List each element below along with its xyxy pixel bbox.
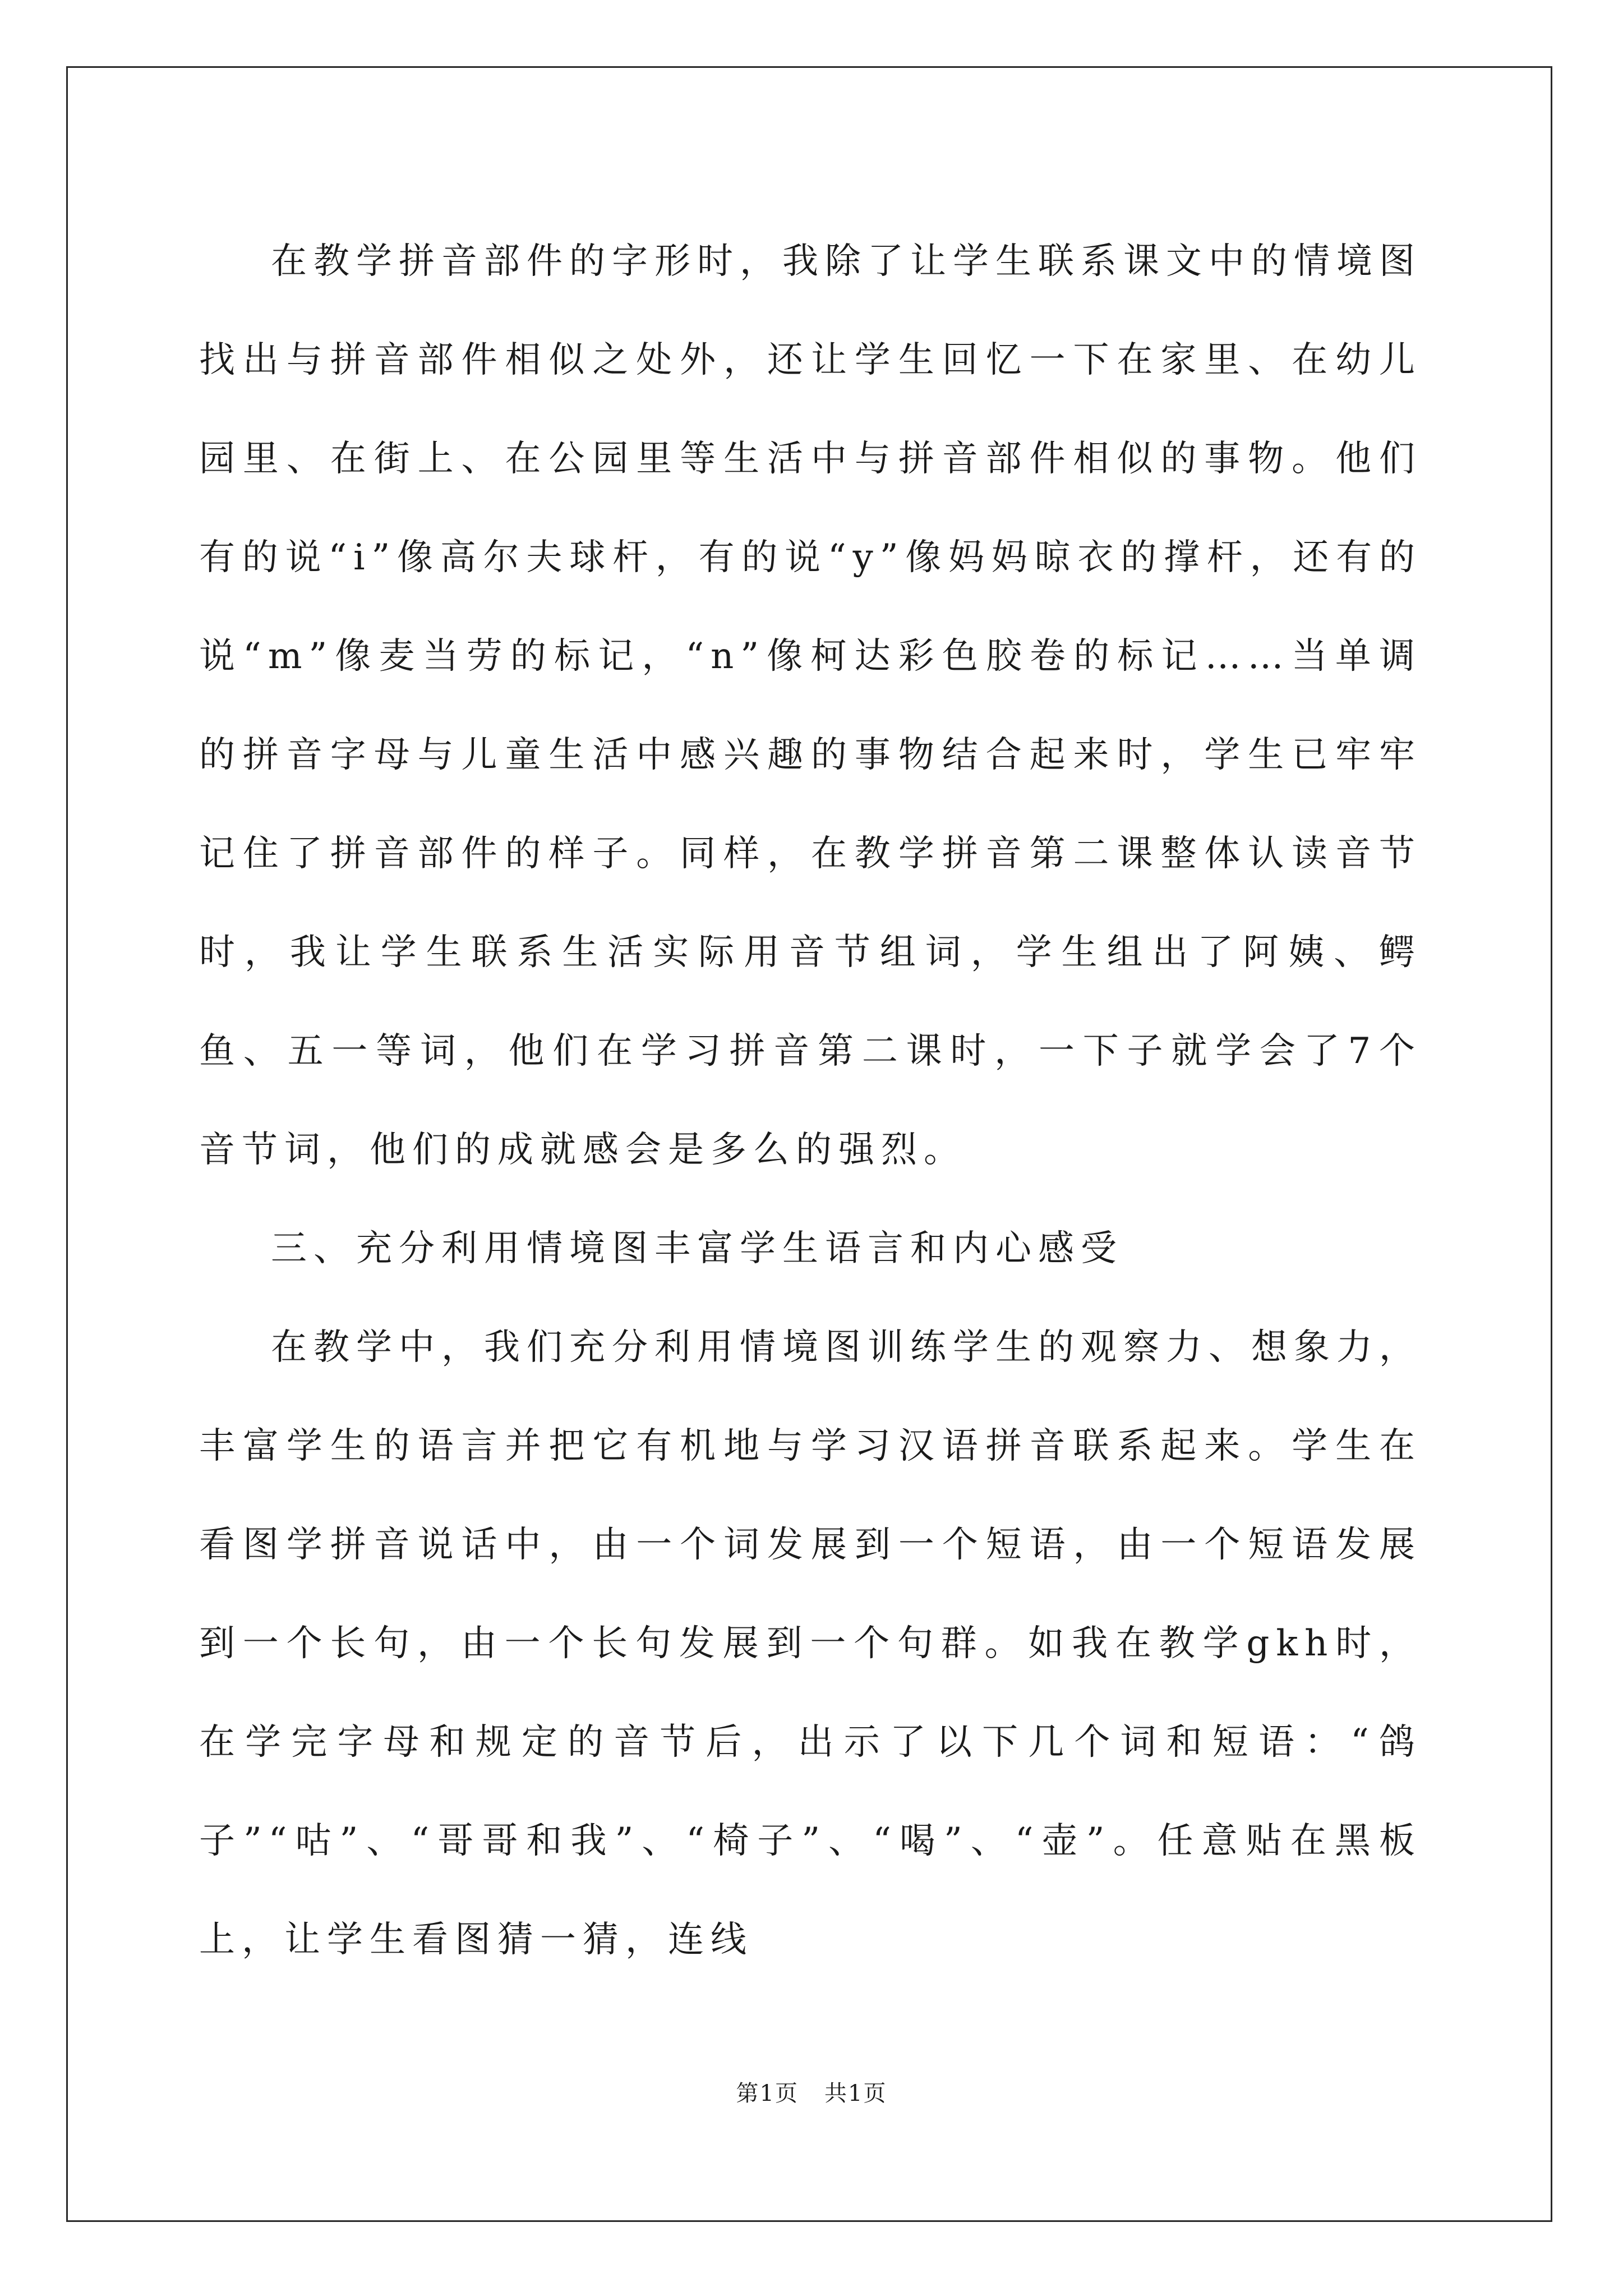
paragraph-pinyin-shapes: 在教学拼音部件的字形时，我除了让学生联系课文中的情境图找出与拼音部件相似之处外，还让学生回忆一下在家里、在幼儿园里、在街上、在公园里等生活中与拼音部件相似的事物。他们有的说“i”像高尔夫球杆，有的说“y”像妈妈晾衣的撑杆，还有的说“m”像麦当劳的标记，“n”像柯达彩色胶卷的标记……当单调的拼音字母与儿童生活中感兴趣的事物结合起来时，学生已牢牢记住了拼音部件的样子。同样，在教学拼音第二课整体认读音节时，我让学生联系生活实际用音节组词，学生组出了阿姨、鳄鱼、五一等词，他们在学习拼音第二课时，一下子就学会了7个音节词，他们的成就感会是多么的强烈。: [199, 241, 1422, 1171]
page-footer: [0, 2076, 1623, 2108]
section-heading: 三、充分利用情境图丰富学生语言和内心感受: [271, 1228, 1123, 1269]
document-body: [199, 212, 1422, 1989]
page-number: 第1页: [736, 2081, 799, 2106]
paragraph-situation-images: 在教学中，我们充分利用情境图训练学生的观察力、想象力，丰富学生的语言并把它有机地与学习汉语拼音联系起来。学生在看图学拼音说话中，由一个词发展到一个短语，由一个短语发展到一个长句，由一个长句发展到一个句群。如我在教学gkh时，在学完字母和规定的音节后，出示了以下几个词和短语：“鸽子”“咕”、“哥哥和我”、“椅子”、“喝”、“壶”。任意贴在黑板上，让学生看图猜一猜，连线: [199, 1327, 1422, 1961]
page-total: 共1页: [824, 2081, 887, 2106]
